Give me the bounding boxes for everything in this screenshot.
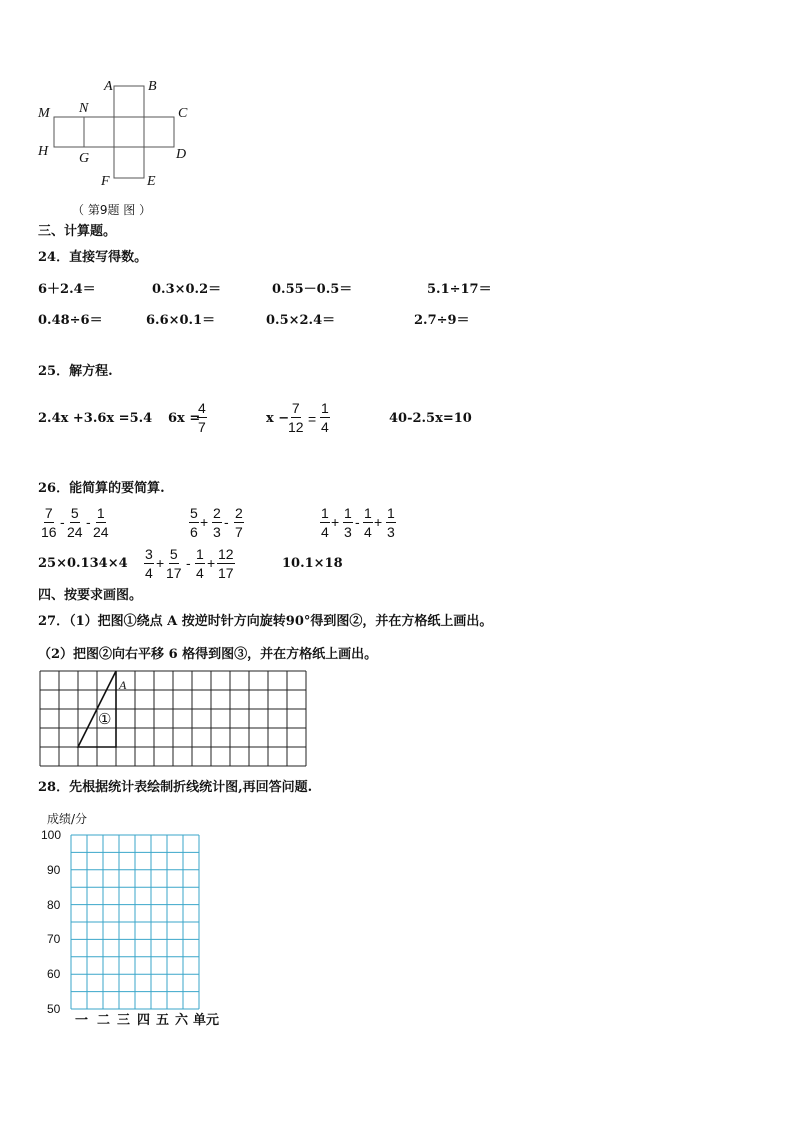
q25-eq2-prefix: 6x = xyxy=(168,411,201,426)
denominator: 16 xyxy=(41,524,57,540)
numerator: 1 xyxy=(96,505,105,521)
denominator: 4 xyxy=(321,419,329,435)
denominator: 24 xyxy=(93,524,109,540)
denominator: 17 xyxy=(218,565,234,581)
q24-item-2: 0.3×0.2＝ xyxy=(152,282,222,297)
denominator: 3 xyxy=(344,524,352,540)
q26-e3-op-1: + xyxy=(331,514,340,530)
denominator: 7 xyxy=(235,524,243,540)
xtick-6: 六 xyxy=(175,1013,189,1028)
q26-e4: 25×0.134×4 xyxy=(38,556,128,571)
label-m: M xyxy=(38,106,50,121)
ytick-70: 70 xyxy=(47,932,61,946)
q26-e5-op-2: - xyxy=(186,555,191,571)
q25-eq4: 40-2.5x=10 xyxy=(389,411,472,426)
xtick-2: 二 xyxy=(97,1013,111,1028)
q24-item-6: 6.6×0.1＝ xyxy=(146,313,216,328)
ytick-80: 80 xyxy=(47,898,61,912)
q24-item-3: 0.55－0.5＝ xyxy=(272,282,353,297)
ytick-100: 100 xyxy=(41,828,62,842)
q24-title: 24．直接写得数。 xyxy=(38,250,148,265)
q24-item-1: 6＋2.4＝ xyxy=(38,282,96,297)
q26-e3-op-3: + xyxy=(374,514,383,530)
numerator: 5 xyxy=(190,505,198,521)
numerator: 2 xyxy=(213,505,221,521)
numerator: 7 xyxy=(291,400,300,416)
q25-eq3-equals: = xyxy=(308,411,317,427)
q26-e1-op-2: - xyxy=(86,514,91,530)
q27-shape-1-label: ① xyxy=(98,711,112,728)
label-c: C xyxy=(178,106,188,121)
numerator: 1 xyxy=(321,505,329,521)
numerator: 12 xyxy=(218,546,234,562)
ytick-90: 90 xyxy=(47,863,61,877)
numerator: 1 xyxy=(387,505,395,521)
q26-e5-op-1: + xyxy=(156,555,165,571)
ytick-50: 50 xyxy=(47,1002,61,1016)
q25-eq1: 2.4x +3.6x =5.4 xyxy=(38,411,153,426)
xtick-4: 四 xyxy=(137,1013,151,1028)
q24-item-7: 0.5×2.4＝ xyxy=(266,313,336,328)
q27-point-a-label: A xyxy=(119,678,127,692)
denominator: 24 xyxy=(67,524,83,540)
q26-e2-op-1: + xyxy=(200,514,209,530)
label-h: H xyxy=(38,144,49,159)
xlabel-unit: 单元 xyxy=(193,1013,220,1028)
label-b: B xyxy=(148,79,157,94)
numerator: 3 xyxy=(145,546,153,562)
figure9-caption: （ 第9题 图 ） xyxy=(72,203,152,217)
denominator: 7 xyxy=(198,419,206,435)
numerator: 1 xyxy=(321,400,329,416)
q24-item-4: 5.1÷17＝ xyxy=(427,282,492,297)
numerator: 5 xyxy=(169,546,178,562)
label-d: D xyxy=(176,147,187,162)
xtick-5: 五 xyxy=(156,1013,170,1028)
denominator: 4 xyxy=(364,524,372,540)
xtick-1: 一 xyxy=(75,1013,89,1028)
q24-item-8: 2.7÷9＝ xyxy=(414,313,470,328)
q26-e3-op-2: - xyxy=(355,514,360,530)
label-a: A xyxy=(104,79,113,94)
q25-title: 25．解方程. xyxy=(38,364,113,379)
denominator: 3 xyxy=(387,524,395,540)
numerator: 1 xyxy=(364,505,372,521)
q26-e6: 10.1×18 xyxy=(282,556,343,571)
section3-title: 三、计算题。 xyxy=(38,224,117,239)
ytick-60: 60 xyxy=(47,967,61,981)
section4-title: 四、按要求画图。 xyxy=(38,588,143,603)
q27-line2: （2）把图②向右平移 6 格得到图③，并在方格纸上画出。 xyxy=(38,647,378,662)
q28-title: 28．先根据统计表绘制折线统计图,再回答问题. xyxy=(38,780,313,795)
q26-e1-op-1: - xyxy=(60,514,65,530)
numerator: 1 xyxy=(344,505,352,521)
label-f: F xyxy=(101,174,110,189)
denominator: 4 xyxy=(145,565,153,581)
numerator: 2 xyxy=(235,505,243,521)
label-e: E xyxy=(147,174,156,189)
label-g: G xyxy=(79,151,90,166)
q28-ylabel: 成绩/分 xyxy=(47,812,88,826)
denominator: 4 xyxy=(321,524,329,540)
q25-eq3-prefix: x − xyxy=(266,411,290,426)
denominator: 3 xyxy=(213,524,221,540)
q24-item-5: 0.48÷6＝ xyxy=(38,313,103,328)
numerator: 1 xyxy=(196,546,204,562)
q26-e5-op-3: + xyxy=(207,555,216,571)
q27-line1: 27．（1）把图①绕点 A 按逆时针方向旋转90°得到图②，并在方格纸上画出。 xyxy=(38,614,493,629)
q26-title: 26．能简算的要简算. xyxy=(38,481,165,496)
denominator: 17 xyxy=(166,565,182,581)
numerator: 5 xyxy=(70,505,79,521)
denominator: 6 xyxy=(190,524,198,540)
q26-e2-op-2: - xyxy=(224,514,229,530)
numerator: 7 xyxy=(44,505,53,521)
xtick-3: 三 xyxy=(117,1013,131,1028)
numerator: 4 xyxy=(198,400,206,416)
denominator: 12 xyxy=(288,419,304,435)
denominator: 4 xyxy=(196,565,204,581)
label-n: N xyxy=(79,101,89,116)
